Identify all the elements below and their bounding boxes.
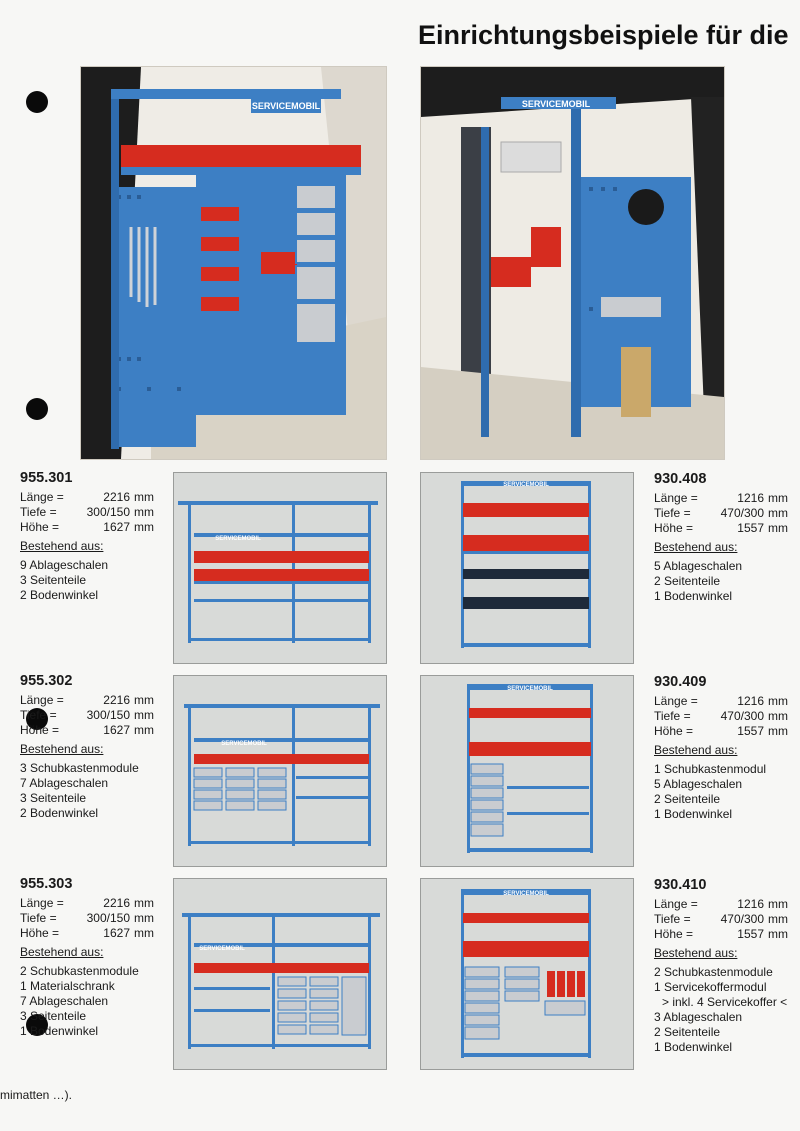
product-955-302 <box>20 674 154 821</box>
product-thumb-930-410 <box>420 878 634 1070</box>
product-code: 955.303 <box>20 876 73 892</box>
component-item: 1 Schubkastenmodul <box>654 762 767 776</box>
thumb-brand-label: SERVICEMOBIL <box>199 946 245 952</box>
punch-hole-1 <box>26 91 48 113</box>
spec-height: Höhe = 1627 mm <box>20 723 154 737</box>
spec-height: Höhe = 1627 mm <box>20 520 154 534</box>
consists-of-label: Bestehend aus: <box>20 539 104 553</box>
component-item: 2 Seitenteile <box>654 792 721 806</box>
component-item: 9 Ablageschalen <box>20 558 109 572</box>
component-item: 1 Materialschrank <box>20 979 115 993</box>
product-955-303 <box>20 877 154 1039</box>
van-photo-right <box>420 66 725 460</box>
component-item: 2 Bodenwinkel <box>20 806 99 820</box>
product-code: 955.301 <box>20 470 73 486</box>
van-photo-left <box>80 66 387 460</box>
photo-brand-label: SERVICEMOBIL <box>251 101 321 111</box>
product-955-301 <box>20 471 154 603</box>
product-code: 955.302 <box>20 673 73 689</box>
component-item: 7 Ablageschalen <box>20 994 109 1008</box>
spec-length: Länge = 2216 mm <box>20 490 154 504</box>
spec-depth: Tiefe = 470/300 mm <box>654 506 788 520</box>
thumb-brand-label: SERVICEMOBIL <box>215 536 261 542</box>
component-item: 2 Seitenteile <box>654 1025 721 1039</box>
consists-of-label: Bestehend aus: <box>20 742 104 756</box>
product-930-409 <box>654 675 788 822</box>
spec-height: Höhe = 1557 mm <box>654 724 788 738</box>
component-item: 5 Ablageschalen <box>654 777 743 791</box>
component-item: 1 Bodenwinkel <box>654 1040 733 1054</box>
thumb-brand-label: SERVICEMOBIL <box>503 891 549 897</box>
component-item: 3 Ablageschalen <box>654 1010 743 1024</box>
spec-height: Höhe = 1557 mm <box>654 521 788 535</box>
product-930-408 <box>654 472 788 604</box>
spec-length: Länge = 2216 mm <box>20 693 154 707</box>
consists-of-label: Bestehend aus: <box>654 946 738 960</box>
thumb-brand-label: SERVICEMOBIL <box>507 686 553 692</box>
spec-height: Höhe = 1557 mm <box>654 927 788 941</box>
component-item: 1 Servicekoffermodul <box>654 980 767 994</box>
product-code: 930.408 <box>654 471 707 487</box>
punch-hole-2 <box>26 398 48 420</box>
consists-of-label: Bestehend aus: <box>20 945 104 959</box>
product-930-410 <box>654 878 788 1055</box>
spec-length: Länge = 1216 mm <box>654 491 788 505</box>
thumb-brand-label: SERVICEMOBIL <box>221 741 267 747</box>
spec-depth: Tiefe = 300/150 mm <box>20 708 154 722</box>
component-item: 2 Schubkastenmodule <box>20 964 139 978</box>
spec-depth: Tiefe = 300/150 mm <box>20 911 154 925</box>
footnote-text: mimatten …). <box>0 1088 73 1102</box>
spec-length: Länge = 1216 mm <box>654 897 788 911</box>
consists-of-label: Bestehend aus: <box>654 743 738 757</box>
component-item: 2 Seitenteile <box>654 574 721 588</box>
component-item: 7 Ablageschalen <box>20 776 109 790</box>
product-thumb-930-409 <box>420 675 634 867</box>
spec-depth: Tiefe = 470/300 mm <box>654 709 788 723</box>
component-item: 1 Bodenwinkel <box>654 807 733 821</box>
product-thumb-930-408 <box>420 472 634 664</box>
component-item: 2 Schubkastenmodule <box>654 965 773 979</box>
component-item: 2 Bodenwinkel <box>20 588 99 602</box>
photo-brand-label: SERVICEMOBIL <box>521 99 591 109</box>
spec-depth: Tiefe = 300/150 mm <box>20 505 154 519</box>
page-title: Einrichtungsbeispiele für die <box>418 20 789 50</box>
product-thumb-955-303 <box>173 878 387 1070</box>
component-item-note: > inkl. 4 Servicekoffer < <box>662 995 788 1009</box>
thumb-brand-label: SERVICEMOBIL <box>503 482 549 488</box>
spec-length: Länge = 2216 mm <box>20 896 154 910</box>
spec-depth: Tiefe = 470/300 mm <box>654 912 788 926</box>
product-code: 930.409 <box>654 674 707 690</box>
consists-of-label: Bestehend aus: <box>654 540 738 554</box>
component-item: 3 Seitenteile <box>20 791 87 805</box>
component-item: 1 Bodenwinkel <box>654 589 733 603</box>
component-item: 3 Seitenteile <box>20 1009 87 1023</box>
component-item: 1 Bodenwinkel <box>20 1024 99 1038</box>
component-item: 3 Seitenteile <box>20 573 87 587</box>
product-code: 930.410 <box>654 877 707 893</box>
spec-height: Höhe = 1627 mm <box>20 926 154 940</box>
component-item: 5 Ablageschalen <box>654 559 743 573</box>
component-item: 3 Schubkastenmodule <box>20 761 139 775</box>
product-thumb-955-302 <box>173 675 387 867</box>
spec-length: Länge = 1216 mm <box>654 694 788 708</box>
product-thumb-955-301 <box>173 472 387 664</box>
